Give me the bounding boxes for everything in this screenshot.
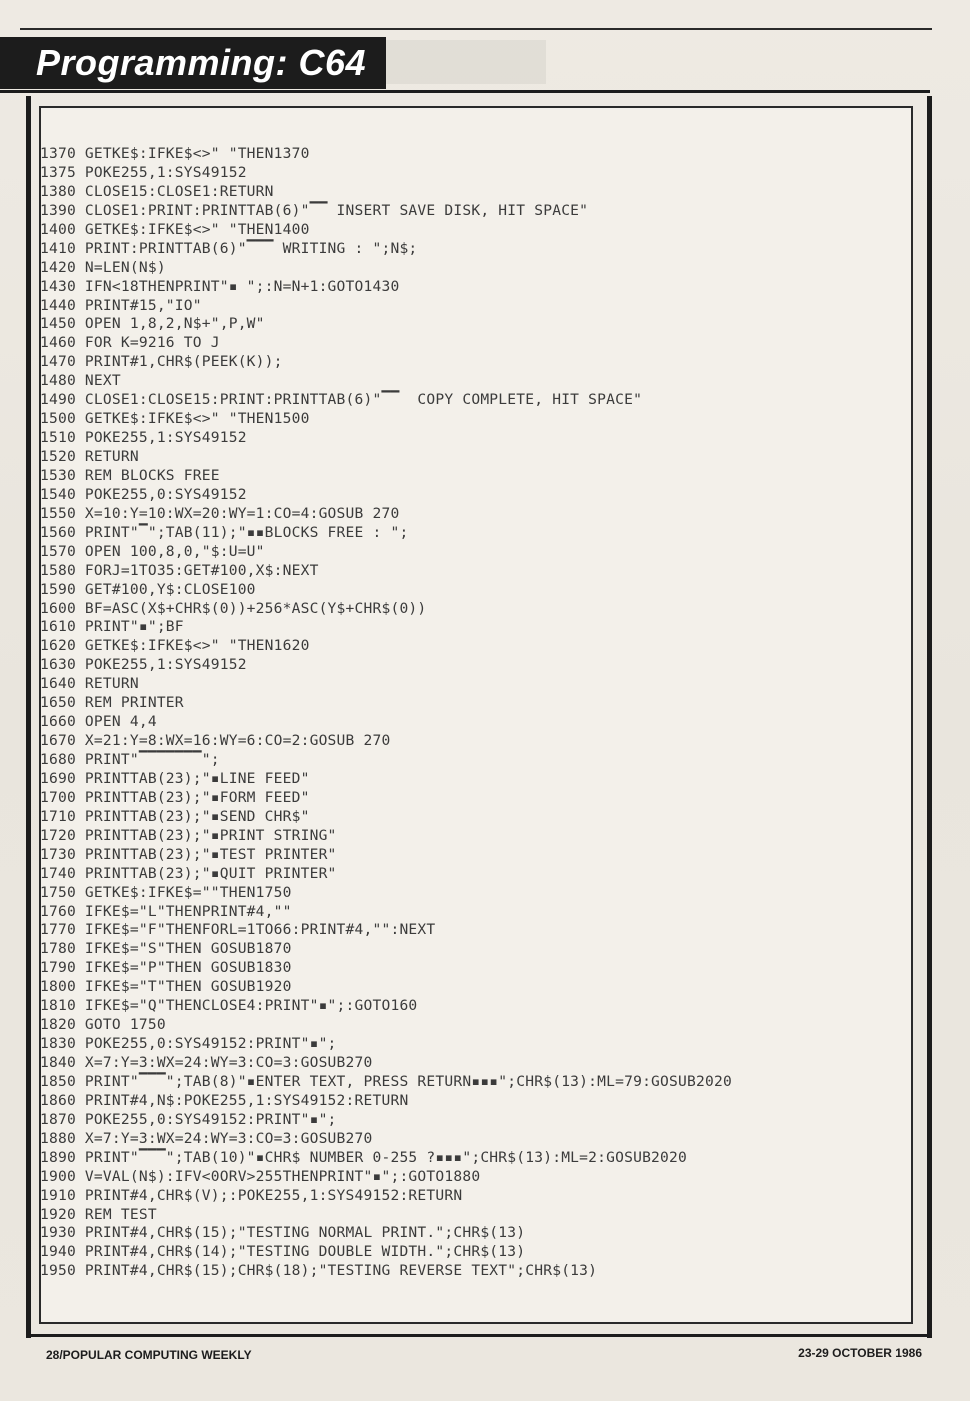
code-line: 1940 PRINT#4,CHR$(14);"TESTING DOUBLE WIDTH.";CHR$(13)	[40, 1243, 526, 1261]
code-line: 1620 GETKE$:IFKE$<>" "THEN1620	[40, 637, 310, 655]
code-line: 1780 IFKE$="S"THEN GOSUB1870	[40, 940, 292, 958]
code-line: 1890 PRINT"▔▔▔";TAB(10)"▪CHR$ NUMBER 0-255 ?▪▪▪";CHR$(13):ML=2:GOSUB2020	[40, 1148, 688, 1166]
code-line: 1680 PRINT"▔▔▔▔▔▔▔";	[40, 751, 220, 768]
code-line: 1840 X=7:Y=3:WX=24:WY=3:CO=3:GOSUB270	[40, 1054, 373, 1071]
code-line: 1375 POKE255,1:SYS49152	[40, 163, 247, 181]
code-line: 1470 PRINT#1,CHR$(PEEK(K));	[40, 353, 283, 371]
code-line: 1420 N=LEN(N$)	[40, 258, 166, 276]
listing-bottom-rule	[26, 1334, 932, 1337]
code-line: 1950 PRINT#4,CHR$(15);CHR$(18);"TESTING REVERSE TEXT";CHR$(13)	[40, 1262, 598, 1280]
code-line: 1480 NEXT	[40, 372, 121, 390]
code-line: 1390 CLOSE1:PRINT:PRINTTAB(6)"▔▔ INSERT SAVE DISK, HIT SPACE"	[40, 201, 589, 219]
code-line: 1910 PRINT#4,CHR$(V);:POKE255,1:SYS49152:RETURN	[40, 1186, 463, 1204]
code-line: 1410 PRINT:PRINTTAB(6)"▔▔▔ WRITING : ";N$;	[40, 239, 418, 257]
code-line: 1450 OPEN 1,8,2,N$+",P,W"	[40, 315, 265, 333]
code-line: 1870 POKE255,0:SYS49152:PRINT"▪";	[40, 1110, 337, 1128]
header-rule	[0, 90, 930, 93]
footer-page-publication: 28/POPULAR COMPUTING WEEKLY	[46, 1348, 252, 1362]
code-line: 1770 IFKE$="F"THENFORL=1TO66:PRINT#4,"":NEXT	[40, 921, 436, 939]
code-line: 1430 IFN<18THENPRINT"▪ ";:N=N+1:GOTO1430	[40, 277, 400, 295]
code-line: 1500 GETKE$:IFKE$<>" "THEN1500	[40, 410, 310, 428]
code-line: 1510 POKE255,1:SYS49152	[40, 429, 247, 447]
code-line: 1660 OPEN 4,4	[40, 713, 157, 731]
code-line: 1750 GETKE$:IFKE$=""THEN1750	[40, 883, 292, 901]
code-line: 1540 POKE255,0:SYS49152	[40, 485, 247, 503]
code-line: 1760 IFKE$="L"THENPRINT#4,""	[40, 902, 292, 920]
code-line: 1820 GOTO 1750	[40, 1016, 166, 1034]
code-line: 1730 PRINTTAB(23);"▪TEST PRINTER"	[40, 845, 337, 863]
code-line: 1550 X=10:Y=10:WX=20:WY=1:CO=4:GOSUB 270	[40, 504, 400, 522]
code-line: 1600 BF=ASC(X$+CHR$(0))+256*ASC(Y$+CHR$(0))	[40, 599, 427, 617]
code-line: 1670 X=21:Y=8:WX=16:WY=6:CO=2:GOSUB 270	[40, 732, 391, 750]
code-line: 1630 POKE255,1:SYS49152	[40, 656, 247, 674]
basic-program-listing	[40, 145, 920, 1281]
code-line: 1590 GET#100,Y$:CLOSE100	[40, 580, 256, 598]
code-line: 1800 IFKE$="T"THEN GOSUB1920	[40, 978, 292, 996]
code-line: 1790 IFKE$="P"THEN GOSUB1830	[40, 959, 292, 977]
code-line: 1490 CLOSE1:CLOSE15:PRINT:PRINTTAB(6)"▔▔ COPY COMPLETE, HIT SPACE"	[40, 391, 643, 409]
code-line: 1400 GETKE$:IFKE$<>" "THEN1400	[40, 220, 310, 238]
code-line: 1720 PRINTTAB(23);"▪PRINT STRING"	[40, 826, 337, 844]
code-line: 1520 RETURN	[40, 448, 139, 465]
code-line: 1610 PRINT"▪";BF	[40, 618, 184, 636]
section-title: Programming: C64	[36, 42, 367, 83]
code-line: 1810 IFKE$="Q"THENCLOSE4:PRINT"▪";:GOTO160	[40, 997, 418, 1015]
code-line: 1710 PRINTTAB(23);"▪SEND CHR$"	[40, 807, 310, 825]
code-line: 1860 PRINT#4,N$:POKE255,1:SYS49152:RETURN	[40, 1091, 409, 1109]
code-line: 1830 POKE255,0:SYS49152:PRINT"▪";	[40, 1035, 337, 1053]
code-line: 1880 X=7:Y=3:WX=24:WY=3:CO=3:GOSUB270	[40, 1129, 373, 1147]
code-line: 1580 FORJ=1TO35:GET#100,X$:NEXT	[40, 561, 319, 579]
code-line: 1570 OPEN 100,8,0,"$:U=U"	[40, 542, 265, 560]
code-line: 1900 V=VAL(N$):IFV<0ORV>255THENPRINT"▪";:GOTO1880	[40, 1167, 481, 1185]
top-rule	[20, 28, 932, 30]
code-line: 1690 PRINTTAB(23);"▪LINE FEED"	[40, 769, 310, 787]
code-line: 1530 REM BLOCKS FREE	[40, 466, 220, 484]
code-line: 1850 PRINT"▔▔▔";TAB(8)"▪ENTER TEXT, PRESS RETURN▪▪▪";CHR$(13):ML=79:GOSUB2020	[40, 1072, 732, 1090]
code-line: 1640 RETURN	[40, 675, 139, 693]
code-line: 1930 PRINT#4,CHR$(15);"TESTING NORMAL PRINT.";CHR$(13)	[40, 1224, 526, 1242]
header-show-through	[386, 40, 546, 84]
code-line: 1380 CLOSE15:CLOSE1:RETURN	[40, 182, 274, 200]
code-line: 1920 REM TEST	[40, 1205, 157, 1223]
code-line: 1700 PRINTTAB(23);"▪FORM FEED"	[40, 788, 310, 806]
code-line: 1440 PRINT#15,"IO"	[40, 296, 202, 314]
code-line: 1740 PRINTTAB(23);"▪QUIT PRINTER"	[40, 864, 337, 882]
code-line: 1370 GETKE$:IFKE$<>" "THEN1370	[40, 145, 310, 162]
code-line: 1460 FOR K=9216 TO J	[40, 334, 220, 352]
code-line: 1560 PRINT"▔";TAB(11);"▪▪BLOCKS FREE : ";	[40, 523, 409, 541]
code-line: 1650 REM PRINTER	[40, 694, 184, 712]
footer-issue-date: 23-29 OCTOBER 1986	[798, 1346, 922, 1360]
